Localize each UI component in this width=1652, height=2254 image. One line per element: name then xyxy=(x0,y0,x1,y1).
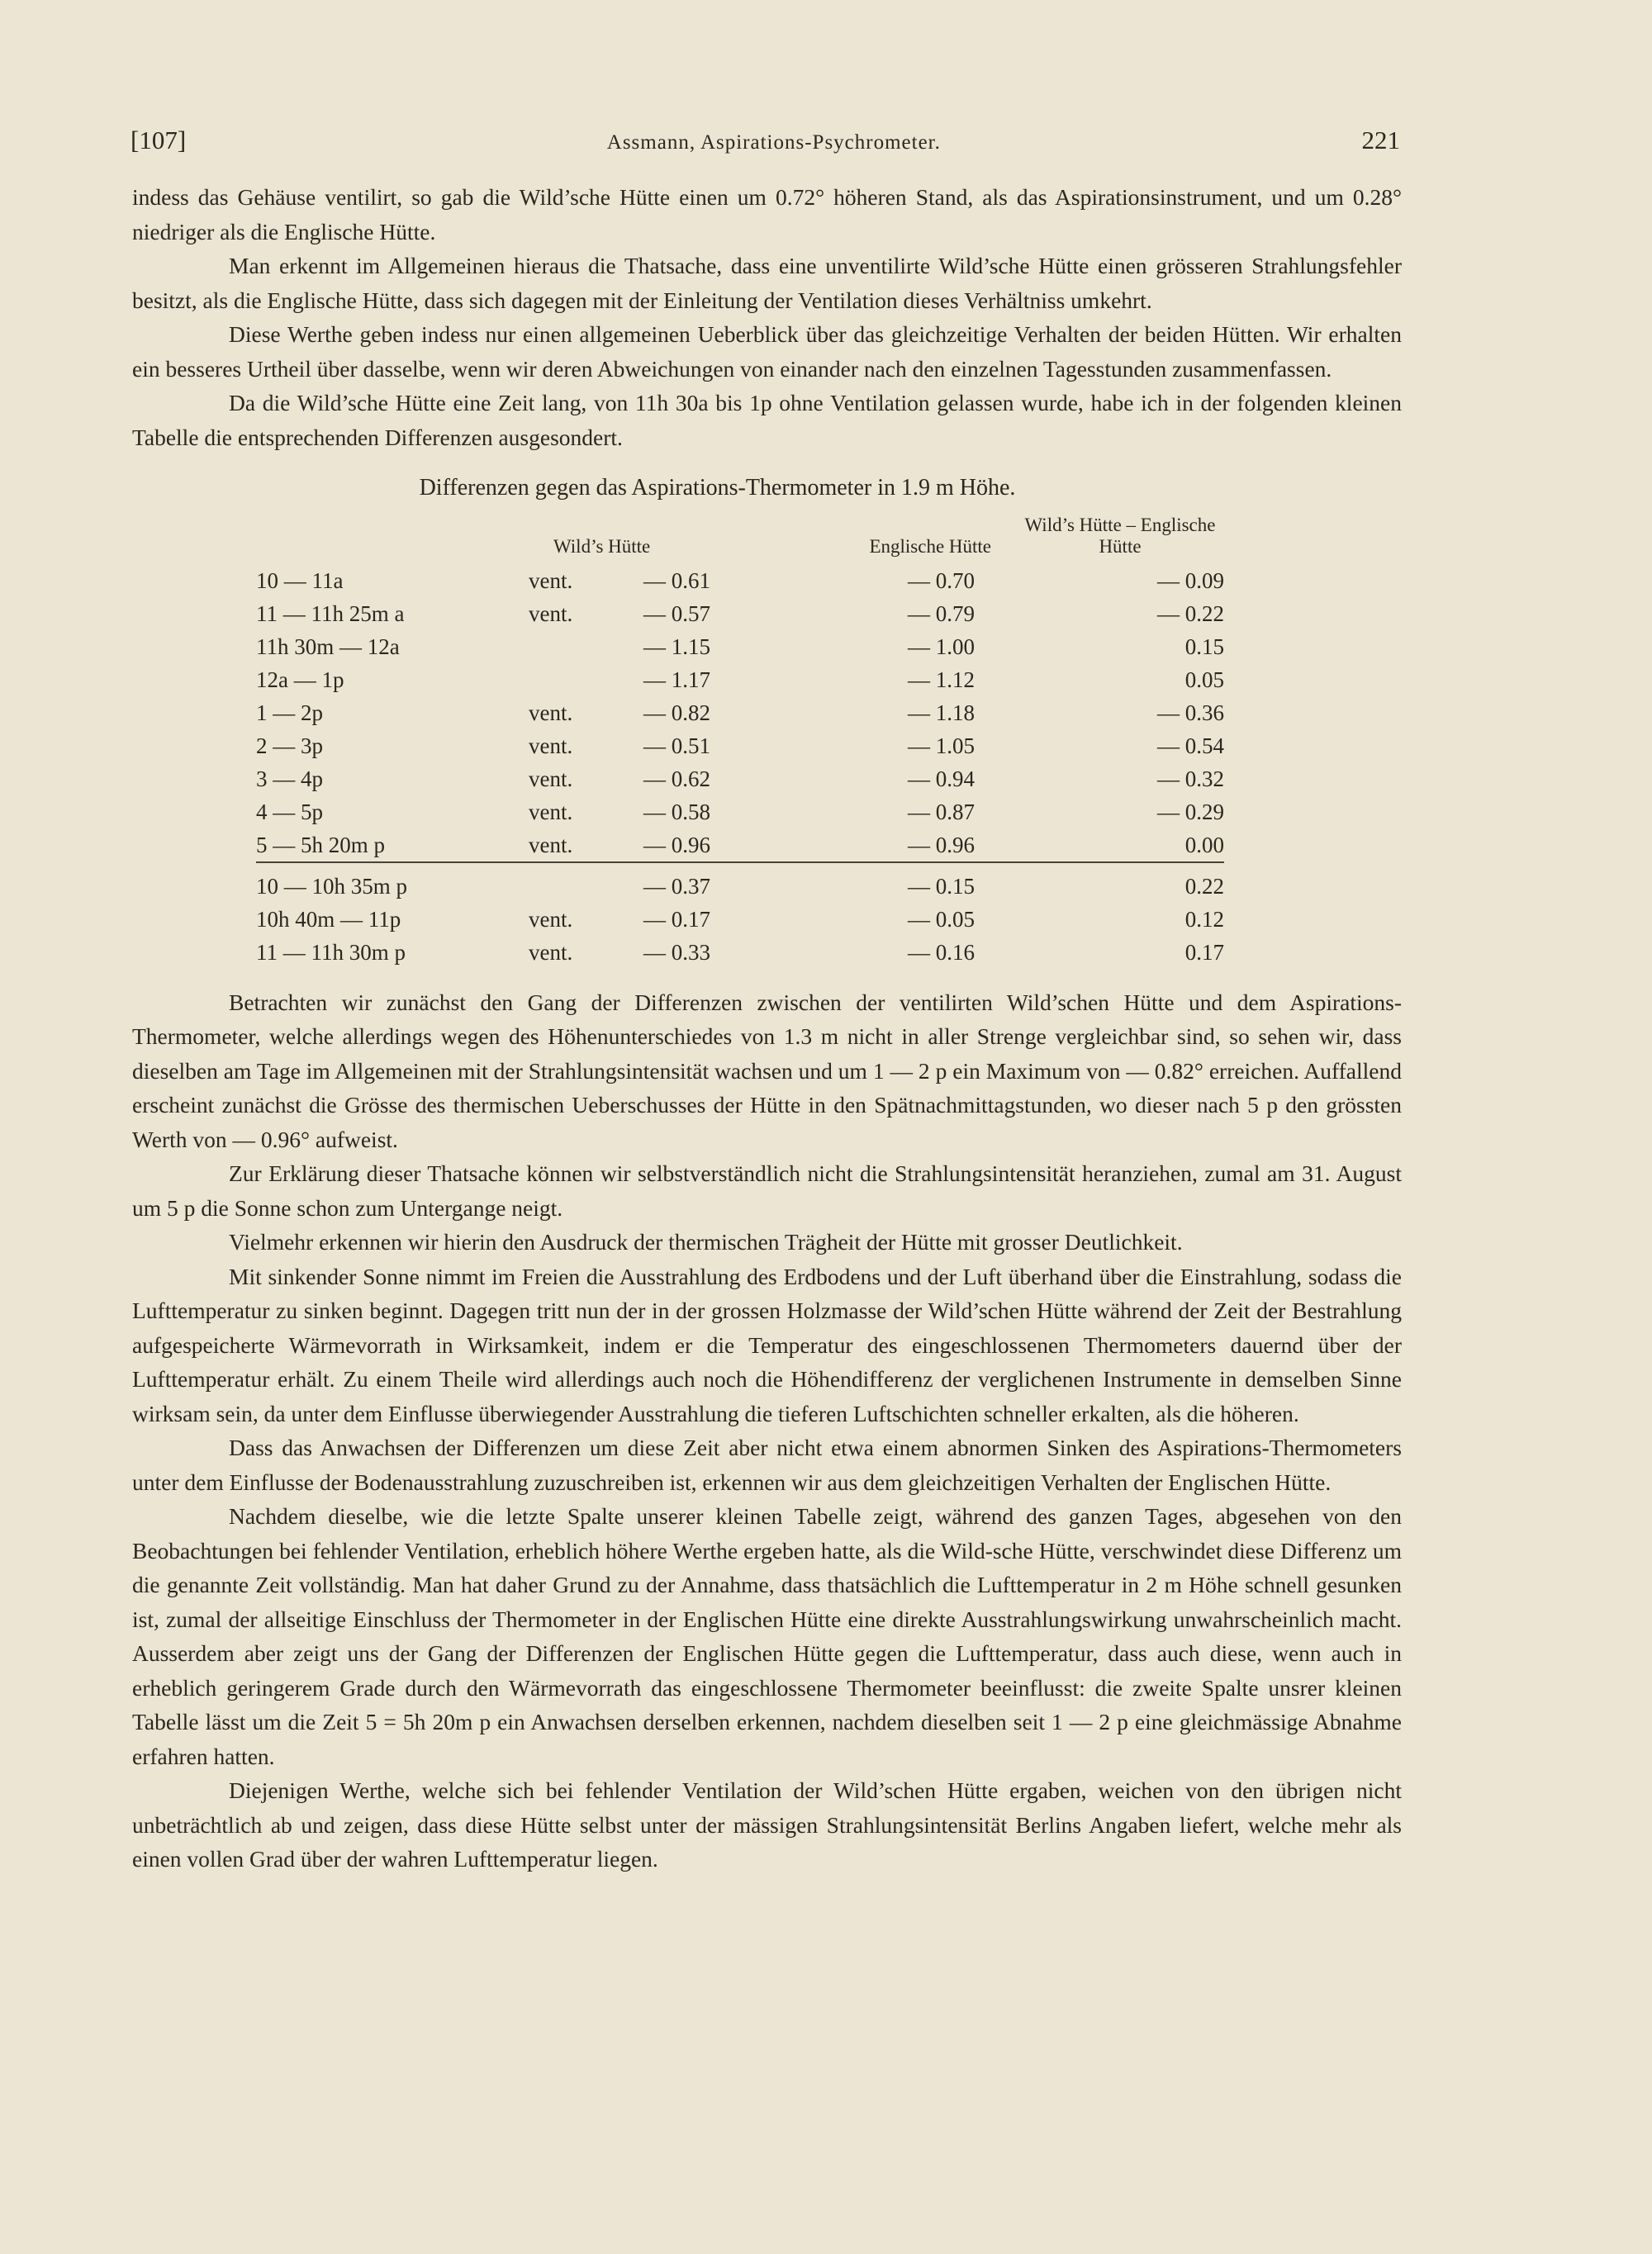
cell-englische: — 1.05 xyxy=(908,733,975,758)
cell-englische: — 0.15 xyxy=(727,862,1016,903)
body-text xyxy=(132,180,1402,1877)
cell-englische: — 0.79 xyxy=(908,600,975,626)
table-row xyxy=(256,696,1224,729)
cell-englische: — 0.16 xyxy=(908,939,975,965)
table-row xyxy=(256,729,1224,762)
cell-time: 11h 30m — 12a xyxy=(256,633,400,659)
table-title: Differenzen gegen das Aspirations-Thermometer in 1.9 m Höhe. xyxy=(419,475,1016,501)
paragraph: Zur Erklärung dieser Thatsache können wir selbstverständlich nicht die Strahlungsintensität heranziehen, zumal am 31. August um 5 p die Sonne schon zum Untergange neigt. xyxy=(132,1160,1402,1221)
cell-vent: vent. xyxy=(529,939,573,965)
page-header xyxy=(131,126,1400,155)
cell-difference: — 0.29 xyxy=(1157,799,1224,824)
cell-time: 4 — 5p xyxy=(256,799,323,824)
cell-englische: — 0.05 xyxy=(908,906,975,932)
page-number: 221 xyxy=(1361,126,1400,154)
cell-wild: — 0.82 xyxy=(643,700,710,725)
paragraphs-before-table xyxy=(132,180,1402,454)
table-row xyxy=(256,903,1224,936)
cell-difference: — 0.54 xyxy=(1157,733,1224,758)
paragraph: Diese Werthe geben indess nur einen allgemeinen Ueberblick über das gleichzeitige Verhalten der beiden Hütten. Wir erhalten ein besseres Urtheil über dasselbe, wenn wir deren Abweichungen von einander nach den einzelnen Tagesstunden zusammenfassen. xyxy=(132,321,1402,382)
table-row xyxy=(256,597,1224,630)
cell-vent: vent. xyxy=(529,766,573,791)
paragraph: Diejenigen Werthe, welche sich bei fehlender Ventilation der Wild’schen Hütte ergaben, weichen von den übrigen nicht unbeträchtlich ab und zeigen, dass diese Hütte selbst unter der mässigen Strahlungsintensität Berlins Angaben liefert, welche mehr als einen vollen Grad über der wahren Lufttemperatur liegen. xyxy=(132,1777,1402,1872)
header-section-number: [107] xyxy=(131,126,187,154)
table-row xyxy=(256,828,1224,862)
paragraph: Betrachten wir zunächst den Gang der Differenzen zwischen der ventilirten Wild’schen Hütte und dem Aspirations-Thermometer, welche allerdings wegen des Höhenunterschiedes von 1.3 m nicht in aller Strenge vergleichbar sind, so sehen wir, dass dieselben am Tage im Allgemeinen mit der Strahlungsintensität wachsen und um 1 — 2 p ein Maximum von — 0.82° erreichen. Auffallend erscheint zunächst die Grösse des thermischen Ueberschusses der Hütte in den Spätnachmittagstunden, wo dieser nach 5 p den grössten Werth von — 0.96° aufweist. xyxy=(132,989,1402,1152)
header-englische: Englische Hütte xyxy=(869,535,991,557)
cell-wild: — 0.96 xyxy=(643,832,710,857)
cell-difference: 0.00 xyxy=(1184,832,1224,857)
cell-englische: — 0.87 xyxy=(908,799,975,824)
cell-difference: — 0.09 xyxy=(1157,567,1224,593)
cell-wild: — 1.15 xyxy=(643,633,710,659)
cell-time: 11 — 11h 25m a xyxy=(256,600,405,626)
cell-difference: — 0.32 xyxy=(1157,766,1224,791)
cell-vent: vent. xyxy=(529,700,573,725)
cell-time: 10 — 11a xyxy=(256,567,344,593)
cell-wild: — 0.33 xyxy=(643,939,710,965)
cell-vent: vent. xyxy=(529,600,573,626)
paragraph: Man erkennt im Allgemeinen hieraus die Thatsache, dass eine unventilirte Wild’sche Hütte einen grösseren Strahlungsfehler besitzt, als die Englische Hütte, dass sich dagegen mit der Einleitung der Ventilation dieses Verhältniss umkehrt. xyxy=(132,253,1402,313)
cell-vent xyxy=(529,663,603,696)
table-row xyxy=(256,795,1224,828)
cell-englische: — 1.18 xyxy=(908,700,975,725)
cell-time: 1 — 2p xyxy=(256,700,323,725)
cell-vent: vent. xyxy=(529,733,573,758)
cell-englische: — 1.12 xyxy=(908,667,975,692)
cell-time: 3 — 4p xyxy=(256,766,323,791)
cell-difference: 0.22 xyxy=(1016,862,1224,903)
cell-englische: — 0.94 xyxy=(908,766,975,791)
paragraph: Vielmehr erkennen wir hierin den Ausdruck der thermischen Trägheit der Hütte mit grosser Deutlichkeit. xyxy=(229,1229,1183,1255)
cell-time: 10 — 10h 35m p xyxy=(256,862,529,903)
paragraph: Nachdem dieselbe, wie die letzte Spalte unserer kleinen Tabelle zeigt, während des ganzen Tages, abgesehen von den Beobachtungen bei fehlender Ventilation, erheblich höhere Werthe ergeben hatte, als die Wild-sche Hütte, verschwindet diese Differenz um die genannte Zeit vollständig. Man hat daher Grund zu der Annahme, dass thatsächlich die Lufttemperatur in 2 m Höhe schnell gesunken ist, zumal der allseitige Einschluss der Thermometer in der Englischen Hütte eine direkte Ausstrahlungswirkung unwahrscheinlich macht. Ausserdem aber zeigt uns der Gang der Differenzen der Englischen Hütte gegen die Lufttemperatur, dass auch diese, wenn auch in erheblich geringerem Grade durch den Wärmevorrath das eingeschlossene Thermometer beeinflusst: die zweite Spalte unsrer kleinen Tabelle lässt um die Zeit 5 = 5h 20m p ein Anwachsen derselben erkennen, nachdem dieselben seit 1 — 2 p eine gleichmässige Abnahme erfahren hatten. xyxy=(132,1503,1402,1769)
cell-difference: 0.15 xyxy=(1184,633,1224,659)
cell-vent: vent. xyxy=(529,906,573,932)
header-wild: Wild’s Hütte xyxy=(553,535,651,557)
header-difference: Wild’s Hütte – Englische Hütte xyxy=(1024,514,1216,557)
running-title: Assmann, Aspirations-Psychrometer. xyxy=(606,131,941,154)
table-row xyxy=(256,936,1224,969)
table-row xyxy=(256,564,1224,597)
cell-vent: vent. xyxy=(529,567,573,593)
cell-englische: — 0.96 xyxy=(908,832,975,857)
paragraphs-after-table xyxy=(132,985,1402,1877)
cell-difference: 0.17 xyxy=(1184,939,1224,965)
cell-wild: — 0.62 xyxy=(643,766,710,791)
cell-wild: — 1.17 xyxy=(643,667,710,692)
table-row xyxy=(256,862,1224,903)
cell-time: 2 — 3p xyxy=(256,733,323,758)
cell-vent xyxy=(529,862,603,903)
difference-table xyxy=(132,471,1402,969)
paragraph: Mit sinkender Sonne nimmt im Freien die Ausstrahlung des Erdbodens und der Luft überhand über die Einstrahlung, sodass die Lufttemperatur zu sinken beginnt. Dagegen tritt nun der in der grossen Holzmasse der Wild’schen Hütte während der Zeit der Bestrahlung aufgespeicherte Wärmevorrath in Wirksamkeit, indem er die Temperatur des eingeschlossenen Thermometers dauernd über der Lufttemperatur erhält. Zu einem Theile wird allerdings auch noch die Höhendifferenz der verglichenen Instrumente in demselben Sinne wirksam sein, da unter dem Einflusse überwiegender Ausstrahlung die tieferen Luftschichten schneller erkalten, als die höheren. xyxy=(132,1263,1402,1426)
table-row xyxy=(256,630,1224,663)
cell-wild: — 0.17 xyxy=(643,906,710,932)
header-time xyxy=(256,507,529,564)
cell-wild: — 0.37 xyxy=(603,862,727,903)
paragraph: Da die Wild’sche Hütte eine Zeit lang, von 11h 30a bis 1p ohne Ventilation gelassen wurde, habe ich in der folgenden kleinen Tabelle die entsprechenden Differenzen ausgesondert. xyxy=(132,390,1402,450)
table-row xyxy=(256,762,1224,795)
cell-vent: vent. xyxy=(529,799,573,824)
table-row xyxy=(256,663,1224,696)
cell-difference: — 0.22 xyxy=(1157,600,1224,626)
cell-difference: 0.12 xyxy=(1184,906,1224,932)
cell-wild: — 0.58 xyxy=(643,799,710,824)
cell-wild: — 0.51 xyxy=(643,733,710,758)
cell-time: 5 — 5h 20m p xyxy=(256,832,386,857)
cell-englische: — 1.00 xyxy=(908,633,975,659)
cell-time: 11 — 11h 30m p xyxy=(256,939,406,965)
cell-time: 10h 40m — 11p xyxy=(256,906,401,932)
cell-vent xyxy=(529,630,603,663)
cell-difference: — 0.36 xyxy=(1157,700,1224,725)
cell-englische: — 0.70 xyxy=(908,567,975,593)
paragraph: Dass das Anwachsen der Differenzen um diese Zeit aber nicht etwa einem abnormen Sinken des Aspirations-Thermometers unter dem Einflusse der Bodenausstrahlung zuzuschreiben ist, erkennen wir aus dem gleichzeitigen Verhalten der Englischen Hütte. xyxy=(132,1435,1402,1495)
cell-wild: — 0.61 xyxy=(643,567,710,593)
cell-wild: — 0.57 xyxy=(643,600,710,626)
table-body xyxy=(256,564,1224,969)
cell-vent: vent. xyxy=(529,832,573,857)
cell-difference: 0.05 xyxy=(1184,667,1224,692)
paragraph: indess das Gehäuse ventilirt, so gab die Wild’sche Hütte einen um 0.72° höheren Stand, als das Aspirationsinstrument, und um 0.28° niedriger als die Englische Hütte. xyxy=(132,184,1402,244)
cell-time: 12a — 1p xyxy=(256,667,344,692)
